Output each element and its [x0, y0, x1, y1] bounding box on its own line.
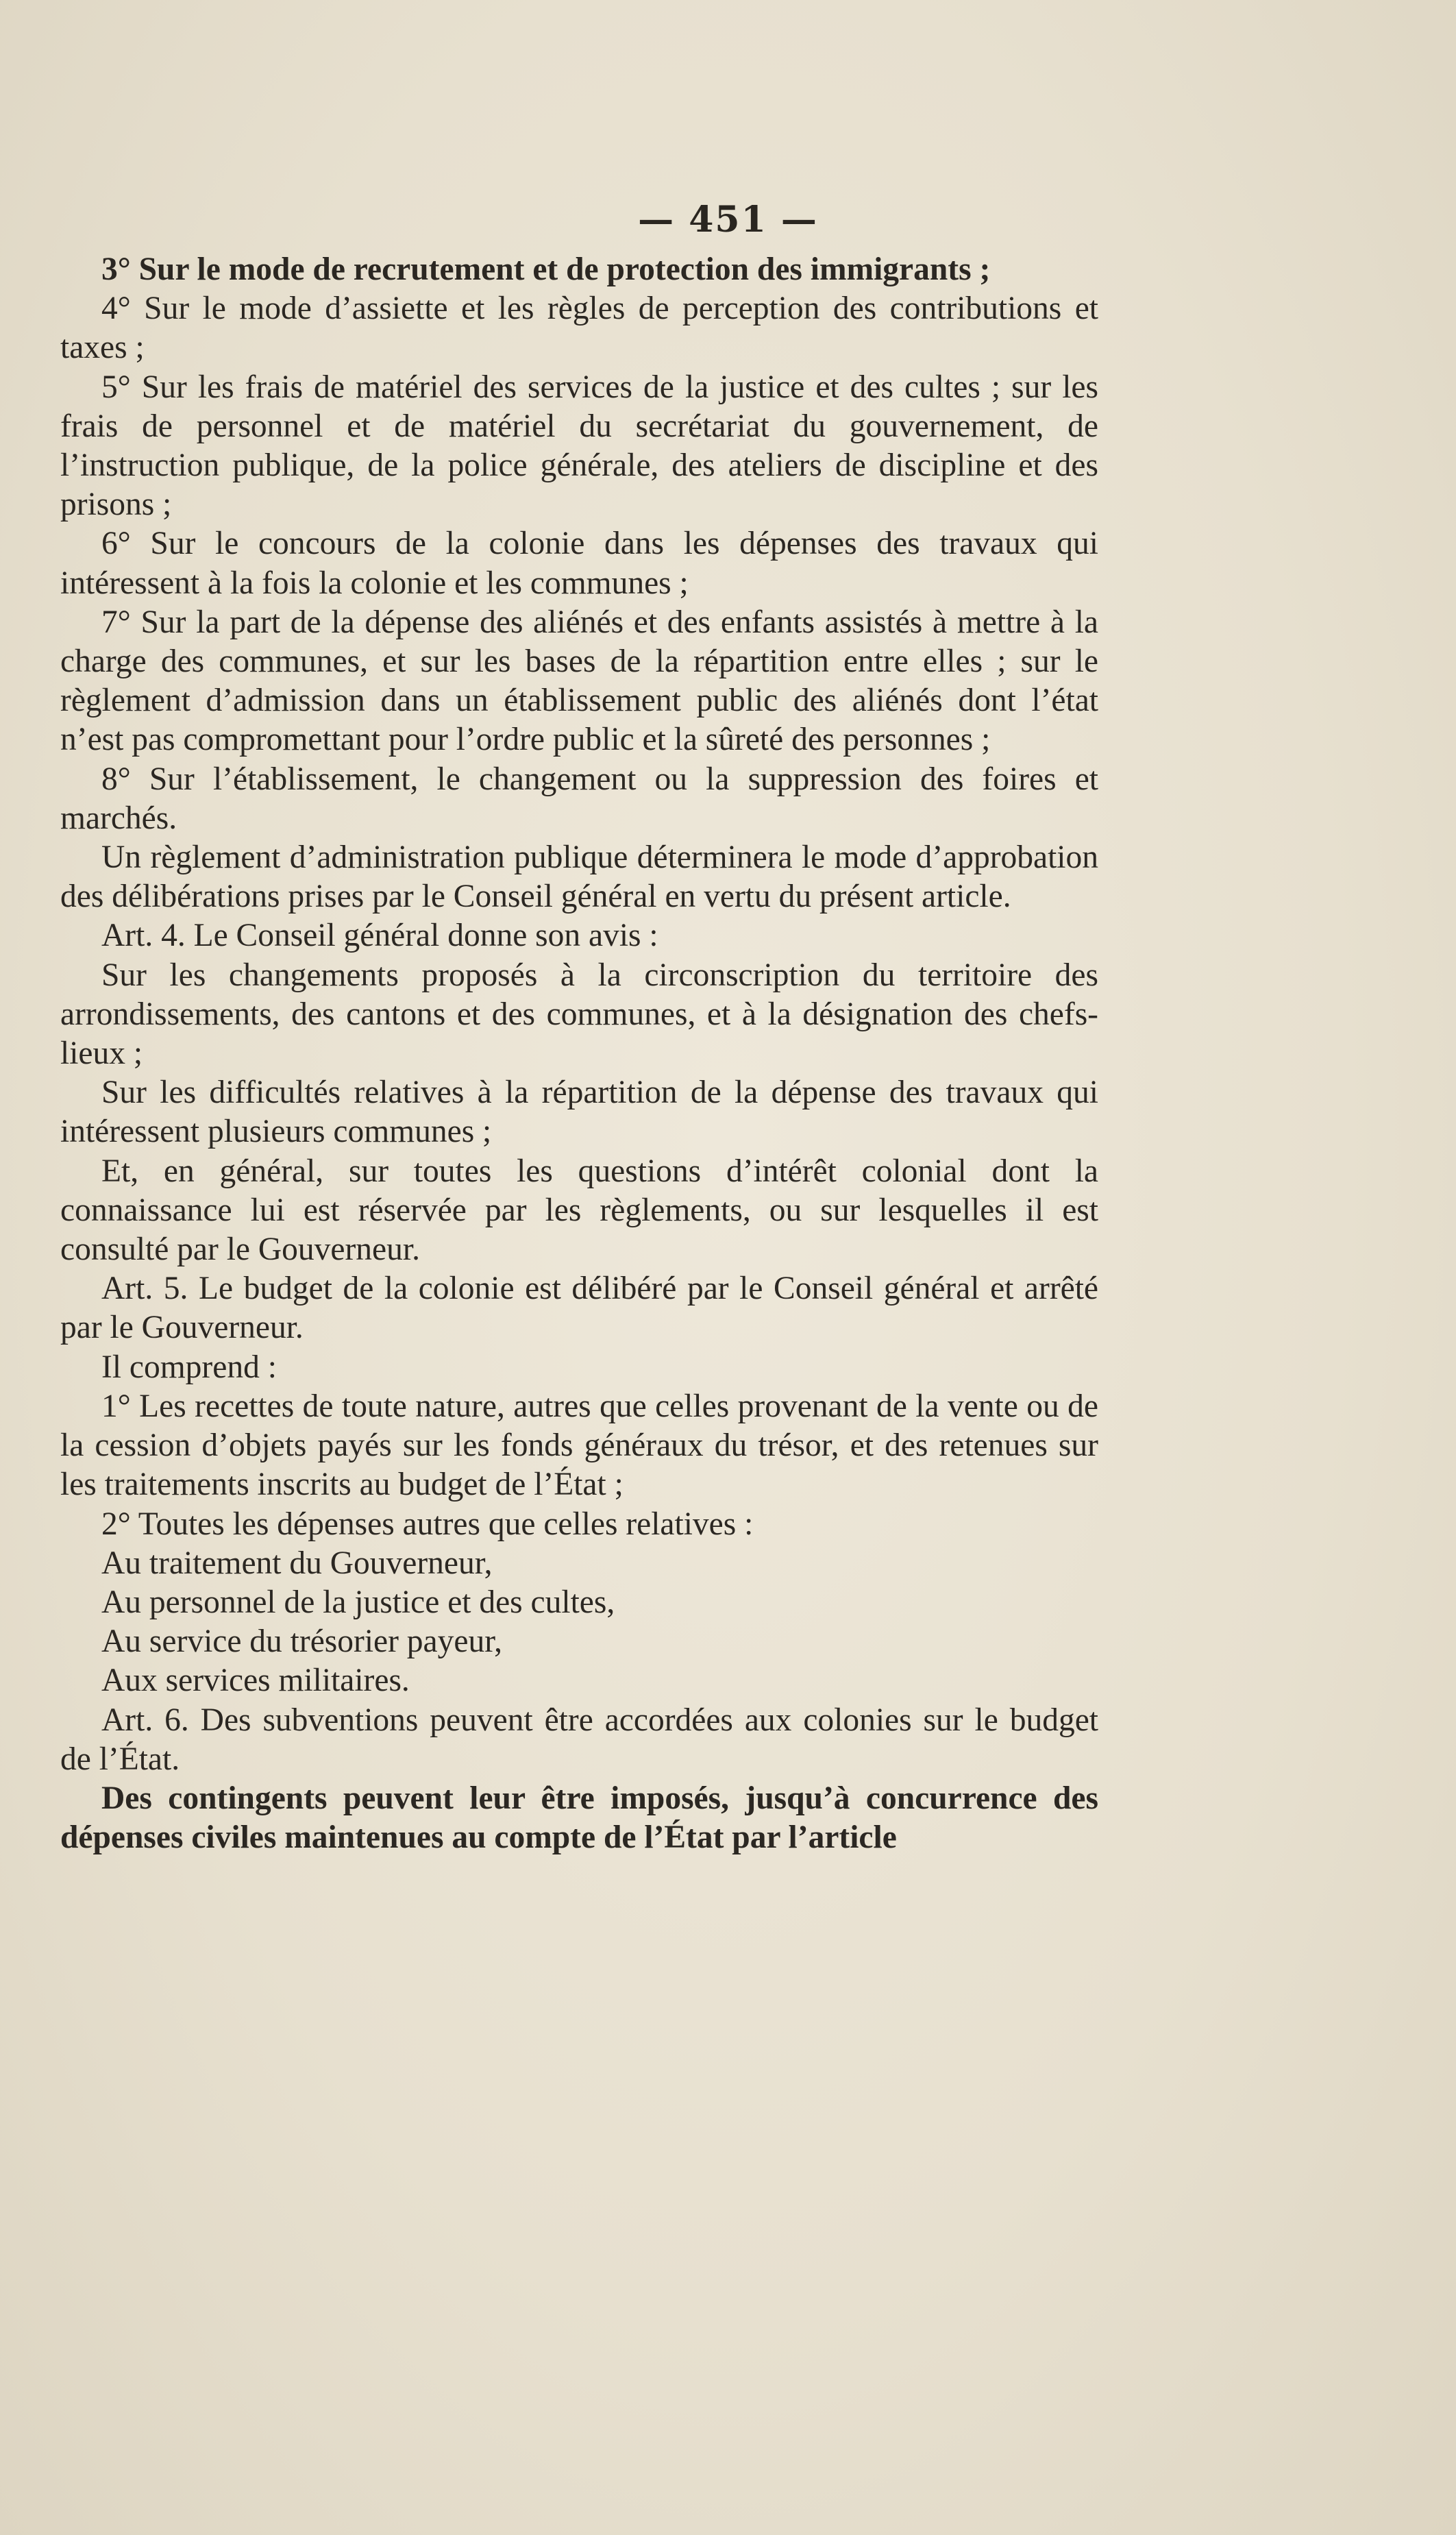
paragraph-art4-circonscription: Sur les changements proposés à la circonscription du territoire des arrondissements, des cantons et des communes, et à la désignation des chefs-lieux ;	[60, 957, 1098, 1072]
paragraph-item-6: 6° Sur le concours de la colonie dans les dépenses des travaux qui intéressent à la fois la colonie et les communes ;	[60, 526, 1098, 601]
paragraph-article-4: Art. 4. Le Conseil général donne son avis :	[101, 918, 658, 954]
body-text	[60, 250, 1098, 1857]
paragraph-reglement: Un règlement d’administration publique déterminera le mode d’approbation des délibérations prises par le Conseil général en vertu du présent article.	[60, 840, 1098, 915]
paragraph-item-7: 7° Sur la part de la dépense des aliénés et des enfants assistés à mettre à la charge des communes, et sur les bases de la répartition entre elles ; sur le règlement d’admission dans un établissement public des aliénés dont l’état n’est pas compromettant pour l’ordre public et la sûreté des personnes ;	[60, 604, 1098, 758]
paragraph-services-militaires: Aux services militaires.	[101, 1663, 410, 1699]
paragraph-tresorier: Au service du trésorier payeur,	[101, 1624, 503, 1660]
paragraph-depenses: 2° Toutes les dépenses autres que celles relatives :	[101, 1506, 754, 1542]
paragraph-personnel-justice: Au personnel de la justice et des cultes,	[101, 1584, 615, 1620]
paragraph-article-5: Art. 5. Le budget de la colonie est délibéré par le Conseil général et arrêté par le Gouverneur.	[60, 1271, 1098, 1346]
paragraph-il-comprend: Il comprend :	[101, 1349, 277, 1385]
paragraph-contingents: Des contingents peuvent leur être imposés, jusqu’à concurrence des dépenses civiles maintenues au compte de l’État par l’article	[60, 1780, 1098, 1856]
paragraph-art4-difficultes: Sur les difficultés relatives à la répartition de la dépense des travaux qui intéressent plusieurs communes ;	[60, 1075, 1098, 1150]
paragraph-item-3: 3° Sur le mode de recrutement et de protection des immigrants ;	[101, 252, 991, 287]
paragraph-item-8: 8° Sur l’établissement, le changement ou la suppression des foires et marchés.	[60, 761, 1098, 836]
page-number: — 451 —	[638, 199, 818, 241]
paragraph-recettes: 1° Les recettes de toute nature, autres que celles provenant de la vente ou de la cession d’objets payés sur les fonds généraux du trésor, et des retenues sur les traitements inscrits au budget de l’État ;	[60, 1388, 1098, 1503]
paragraph-art4-general: Et, en général, sur toutes les questions d’intérêt colonial dont la connaissance lui est réservée par les règlements, ou sur lesquelles il est consulté par le Gouverneur.	[60, 1153, 1098, 1268]
paragraph-item-4: 4° Sur le mode d’assiette et les règles de perception des contributions et taxes ;	[60, 291, 1098, 366]
paragraph-item-5: 5° Sur les frais de matériel des services de la justice et des cultes ; sur les frais de personnel et de matériel du secrétariat du gouvernement, de l’instruction publique, de la police générale, des ateliers de discipline et des prisons ;	[60, 369, 1098, 523]
paragraph-traitement-gouverneur: Au traitement du Gouverneur,	[101, 1545, 493, 1581]
paragraph-article-6: Art. 6. Des subventions peuvent être accordées aux colonies sur le budget de l’État.	[60, 1702, 1098, 1777]
